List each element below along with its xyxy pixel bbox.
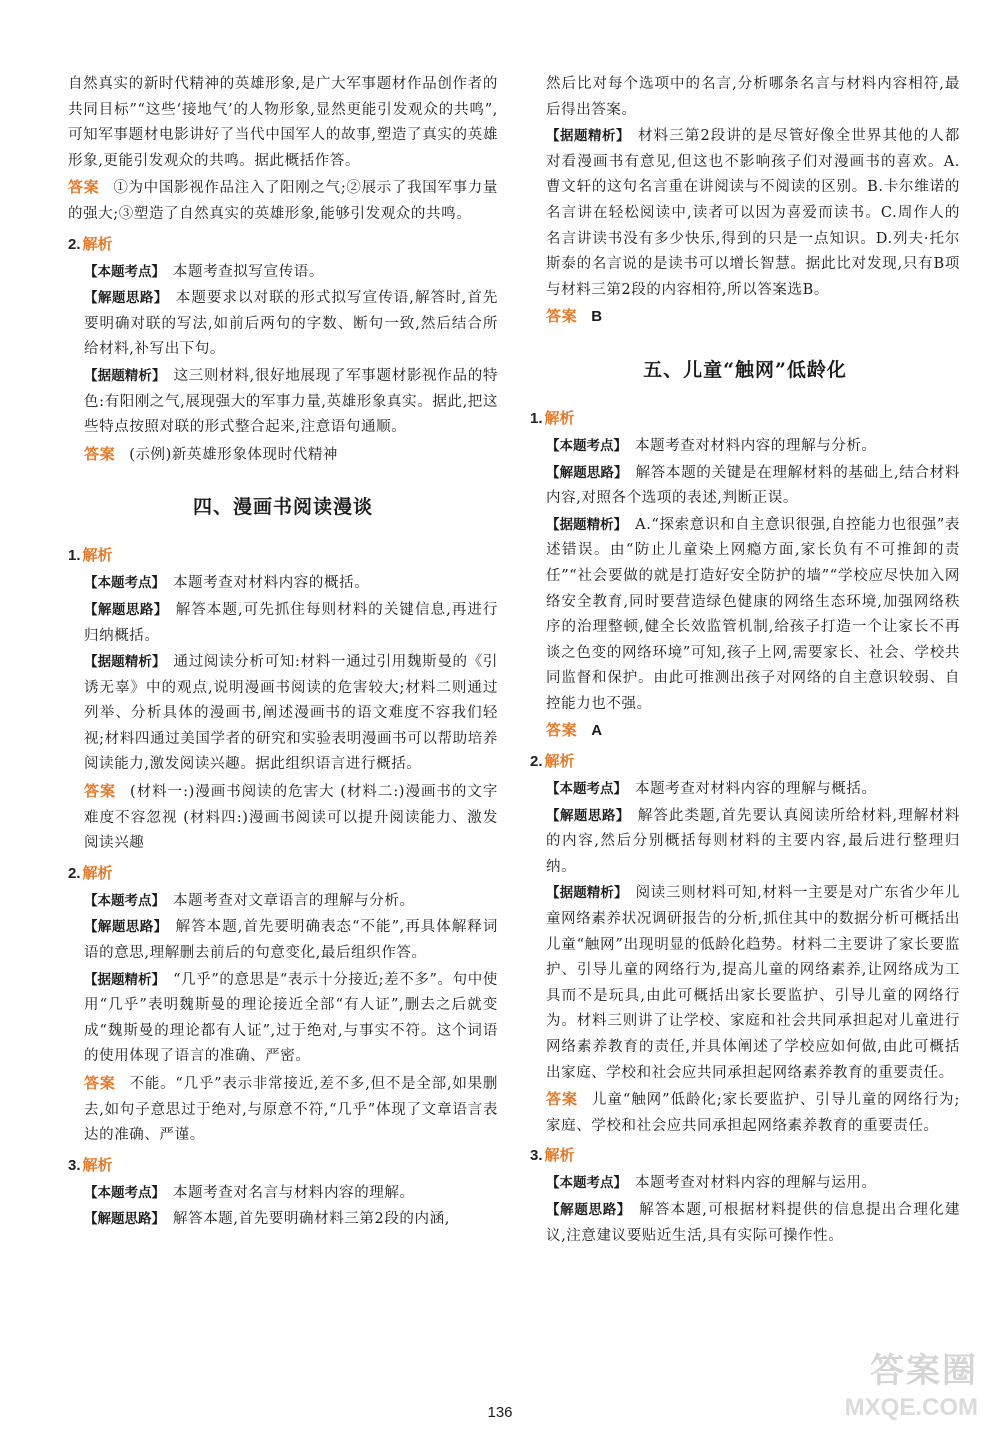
silu-text: 解答本题,可根据材料提供的信息提出合理化建议,注意建议要贴近生活,具有实际可操作性。 bbox=[546, 1201, 960, 1244]
jingxi-tag: 【据题精析】 bbox=[546, 128, 631, 145]
answer-tag: 答案 bbox=[84, 444, 116, 463]
silu-line bbox=[530, 461, 960, 512]
kaodian-tag: 【本题考点】 bbox=[84, 575, 165, 592]
silu-text: 解答本题,可先抓住每则材料的关键信息,再进行归纳概括。 bbox=[84, 601, 498, 644]
kaodian-line bbox=[68, 1181, 498, 1207]
kaodian-text: 本题考查对名言与材料内容的理解。 bbox=[173, 1184, 415, 1201]
paragraph: 然后比对每个选项中的名言,分析哪条名言与材料内容相符,最后得出答案。 bbox=[546, 76, 960, 118]
jingxi-text: 材料三第2段讲的是尽管好像全世界其他的人都对看漫画书有意见,但这也不影响孩子们对漫画书的喜欢。A.曹文轩的这句名言重在讲阅读与不阅读的区别。B.卡尔维诺的名言讲在轻松阅读中,读者可以因为喜爱而读书。C.周作人的名言讲读书没有多少快乐,得到的只是一点知识。D.列夫·托尔斯泰的名言说的是读书可以增长智慧。据此比对发现,只有B项与材料三第2段的内容相符,所以答案选B。 bbox=[546, 128, 961, 298]
answer-block bbox=[68, 175, 498, 227]
silu-line bbox=[530, 804, 960, 881]
answer-text: (材料一:)漫画书阅读的危害大 (材料二:)漫画书的文字难度不容忽视 (材料四:)漫画书阅读可以提升阅读能力、激发阅读兴趣 bbox=[84, 784, 498, 852]
jingxi-text: A.“探索意识和自主意识很强,自控能力也很强”表述错误。由“防止儿童染上网瘾方面,家长负有不可推卸的责任”“社会要做的就是打造好安全防护的墙”“学校应尽快加入网络安全教育,同时要营造绿色健康的网络生态环境,加强网络秩序的治理整顿,健全长效监管机制,给孩子打造一个让家长不再谈之色变的网络环境”可知,孩子上网,需要家长、社会、学校共同监督和保护。由此可推测出孩子对网络的自主意识较弱、自控能力也不强。 bbox=[546, 516, 961, 712]
kaodian-tag: 【本题考点】 bbox=[546, 781, 627, 798]
watermark-cn: 答案圈 bbox=[870, 1351, 978, 1391]
kaodian-line bbox=[68, 571, 498, 597]
kaodian-line bbox=[530, 434, 960, 460]
kaodian-tag: 【本题考点】 bbox=[84, 263, 165, 280]
question-label: 解析 bbox=[82, 546, 113, 565]
silu-line bbox=[530, 1198, 960, 1249]
jingxi-line bbox=[530, 513, 960, 718]
kaodian-text: 本题考查对材料内容的理解与分析。 bbox=[635, 437, 877, 454]
jingxi-text: 阅读三则材料可知,材料一主要是对广东省少年儿童网络素养状况调研报告的分析,抓住其中的数据分析可概括出儿童“触网”出现明显的低龄化趋势。材料二主要讲了家长要监护、引导儿童的网络行为,提高儿童的网络素养,让网络成为工具而不是玩具,由此可概括出家长要监护、引导儿童的网络行为。材料三则讲了让学校、家庭和社会共同承担起对儿童进行网络素养教育的责任,并具体阐述了学校应如何做,由此可概括出家庭、学校和社会应共同承担起网络素养教育的重要责任。 bbox=[546, 885, 961, 1081]
silu-tag: 【解题思路】 bbox=[84, 1211, 165, 1228]
kaodian-text: 本题考查拟写宣传语。 bbox=[173, 263, 324, 280]
answer-text: A bbox=[591, 722, 603, 740]
kaodian-line bbox=[68, 889, 498, 915]
kaodian-tag: 【本题考点】 bbox=[546, 1175, 627, 1192]
answer-block bbox=[530, 1087, 960, 1139]
jingxi-text: 通过阅读分析可知:材料一通过引用魏斯曼的《引诱无辜》中的观点,说明漫画书阅读的危害较大;材料二则通过列举、分析具体的漫画书,阐述漫画书的语文难度不容我们轻视;材料四通过美国学者的研究和实验表明漫画书可以帮助培养阅读能力,激发阅读兴趣。据此组织语言进行概括。 bbox=[84, 654, 499, 773]
answer-block bbox=[530, 718, 960, 745]
answer-tag: 答案 bbox=[84, 1074, 116, 1092]
kaodian-tag: 【本题考点】 bbox=[84, 1184, 165, 1201]
section-title: 五、儿童“触网”低龄化 bbox=[643, 358, 847, 381]
jingxi-line bbox=[68, 968, 498, 1070]
jingxi-text: 这三则材料,很好地展现了军事题材影视作品的特色:有阳刚之气,展现强大的军事力量,英雄形象真实。据此,把这些特点按照对联的形式整合起来,注意语句通顺。 bbox=[84, 367, 499, 436]
question-number: 2. bbox=[68, 235, 81, 253]
kaodian-text: 本题考查对材料内容的概括。 bbox=[173, 575, 370, 592]
watermark-logo bbox=[798, 1349, 978, 1433]
question-number: 2. bbox=[68, 864, 81, 882]
kaodian-line bbox=[68, 260, 498, 286]
jingxi-line bbox=[68, 364, 498, 441]
jingxi-line bbox=[530, 124, 960, 303]
answer-text: B bbox=[591, 308, 603, 326]
question-label: 解析 bbox=[82, 1155, 113, 1174]
question-number: 3. bbox=[530, 1147, 543, 1165]
answer-text: 不能。“几乎”表示非常接近,差不多,但不是全部,如果删去,如句子意思过于绝对,与原意不符,“几乎”体现了文章语言表达的准确、严谨。 bbox=[84, 1076, 498, 1144]
answer-tag: 答案 bbox=[68, 178, 100, 197]
answer-block bbox=[68, 779, 498, 857]
silu-tag: 【解题思路】 bbox=[84, 290, 168, 307]
question-label: 解析 bbox=[82, 234, 113, 253]
jingxi-line bbox=[530, 881, 960, 1086]
paragraph: 自然真实的新时代精神的英雄形象,是广大军事题材作品创作者的共同目标”“这些‘接地气’的人物形象,显然更能引发观众的共鸣”,可知军事题材电影讲好了当代中国军人的故事,塑造了真实的英雄形象,更能引发观众的共鸣。据此概括作答。 bbox=[68, 76, 498, 169]
page-number: 136 bbox=[487, 1404, 513, 1421]
kaodian-text: 本题考查对文章语言的理解与分析。 bbox=[173, 892, 415, 909]
silu-tag: 【解题思路】 bbox=[84, 919, 168, 936]
silu-text: 解答本题,首先要明确材料三第2段的内涵, bbox=[173, 1211, 450, 1228]
silu-line bbox=[68, 286, 498, 363]
answer-text: ①为中国影视作品注入了阳刚之气;②展示了我国军事力量的强大;③塑造了自然真实的英雄形象,能够引发观众的共鸣。 bbox=[68, 180, 499, 222]
jingxi-tag: 【据题精析】 bbox=[546, 885, 628, 902]
jingxi-line bbox=[68, 650, 498, 778]
answer-text: 儿童“触网”低龄化;家长要监护、引导儿童的网络行为;家庭、学校和社会应共同承担起网络素养教育的重要责任。 bbox=[546, 1092, 960, 1134]
question-label: 解析 bbox=[82, 863, 113, 882]
kaodian-tag: 【本题考点】 bbox=[546, 437, 627, 454]
jingxi-tag: 【据题精析】 bbox=[84, 367, 166, 384]
silu-tag: 【解题思路】 bbox=[546, 807, 630, 824]
silu-tag: 【解题思路】 bbox=[546, 464, 628, 481]
question-number: 1. bbox=[530, 409, 543, 427]
jingxi-tag: 【据题精析】 bbox=[546, 516, 628, 533]
question-number: 3. bbox=[68, 1156, 81, 1174]
jingxi-tag: 【据题精析】 bbox=[84, 971, 166, 988]
watermark-en: MXQE.COM bbox=[844, 1394, 978, 1421]
silu-text: 解答本题,首先要明确表态“不能”,再具体解释词语的意思,理解删去前后的句意变化,最后组织作答。 bbox=[84, 919, 499, 962]
answer-text: (示例)新英雄形象体现时代精神 bbox=[129, 446, 339, 463]
silu-line bbox=[68, 915, 498, 966]
kaodian-text: 本题考查对材料内容的理解与概括。 bbox=[635, 781, 877, 798]
question-heading bbox=[530, 1142, 960, 1169]
question-heading bbox=[68, 231, 498, 258]
question-number: 2. bbox=[530, 753, 543, 771]
question-heading bbox=[68, 1152, 498, 1179]
silu-line bbox=[68, 1207, 498, 1233]
question-heading bbox=[530, 405, 960, 432]
question-label: 解析 bbox=[544, 752, 575, 771]
answer-tag: 答案 bbox=[546, 307, 578, 326]
question-heading bbox=[530, 748, 960, 775]
question-heading bbox=[68, 542, 498, 569]
right-column bbox=[530, 72, 960, 1250]
kaodian-line bbox=[530, 777, 960, 803]
left-column bbox=[68, 72, 498, 1234]
question-label: 解析 bbox=[544, 408, 575, 427]
answer-block bbox=[68, 442, 498, 469]
silu-tag: 【解题思路】 bbox=[546, 1201, 632, 1218]
kaodian-line bbox=[530, 1171, 960, 1197]
answer-tag: 答案 bbox=[546, 1090, 578, 1109]
silu-text: 解答此类题,首先要认真阅读所给材料,理解材料的内容,然后分别概括每则材料的主要内容,最后进行整理归纳。 bbox=[546, 807, 960, 875]
kaodian-text: 本题考查对材料内容的理解与运用。 bbox=[635, 1175, 877, 1192]
answer-tag: 答案 bbox=[84, 782, 116, 801]
question-heading bbox=[68, 860, 498, 887]
jingxi-tag: 【据题精析】 bbox=[84, 654, 166, 671]
silu-text: 解答本题的关键是在理解材料的基础上,结合材料内容,对照各个选项的表述,判断正误。 bbox=[546, 464, 961, 507]
question-number: 1. bbox=[68, 547, 81, 565]
answer-block bbox=[530, 304, 960, 331]
silu-line bbox=[68, 598, 498, 649]
section-title: 四、漫画书阅读漫谈 bbox=[192, 496, 373, 519]
jingxi-text: “几乎”的意思是“表示十分接近;差不多”。句中使用“几乎”表明魏斯曼的理论接近全部“有人证”,删去之后就变成“魏斯曼的理论都有人证”,过于绝对,与事实不符。这个词语的使用体现了语言的准确、严密。 bbox=[84, 971, 499, 1065]
question-label: 解析 bbox=[544, 1146, 575, 1165]
silu-tag: 【解题思路】 bbox=[84, 601, 168, 618]
answer-block bbox=[68, 1071, 498, 1149]
kaodian-tag: 【本题考点】 bbox=[84, 892, 165, 909]
silu-text: 本题要求以对联的形式拟写宣传语,解答时,首先要明确对联的写法,如前后两句的字数、断句一致,然后结合所给材料,补写出下句。 bbox=[84, 290, 498, 358]
answer-tag: 答案 bbox=[546, 721, 578, 740]
